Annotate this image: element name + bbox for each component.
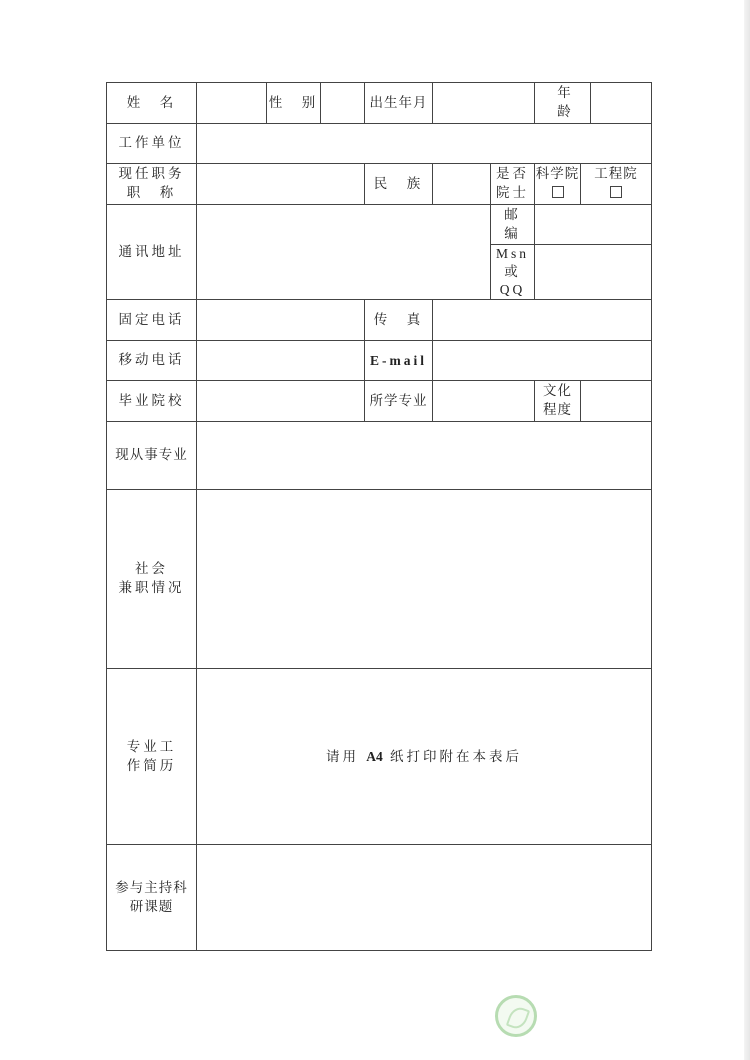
social-label [107,490,197,669]
resume-label-line1: 专业工 [126,738,177,755]
cas-checkbox[interactable] [552,186,564,198]
age-field[interactable] [591,83,652,124]
age-label: 年 龄 [535,83,591,124]
position-field[interactable] [197,164,365,205]
position-label-line2: 职 称 [126,185,177,201]
row-mobile [107,341,652,381]
msn-field[interactable] [535,245,652,300]
resume-note-suffix: 纸打印附在本表后 [390,748,523,765]
projects-label-line1: 参与主持科 [115,879,188,896]
email-field[interactable] [433,341,652,381]
row-social [107,490,652,669]
mobile-field[interactable] [197,341,365,381]
cae-label: 工程院 [594,165,638,182]
phone-label: 固定电话 [107,300,197,341]
major-field[interactable] [433,381,535,422]
position-label-line1: 现任职务 [118,166,185,182]
row-basic-info [107,83,652,124]
row-projects [107,845,652,951]
education-label-line2: 程度 [543,402,572,418]
projects-label [107,845,197,951]
school-field[interactable] [197,381,365,422]
academician-label-line2: 院士 [496,185,529,201]
social-field[interactable] [197,490,652,669]
ethnicity-field[interactable] [433,164,491,205]
resume-note-bold: A4 [366,748,383,764]
major-label: 所学专业 [365,381,433,422]
row-resume [107,669,652,845]
projects-label-line2: 研课题 [129,898,174,915]
academician-label-line1: 是否 [496,166,529,182]
position-label [107,164,197,205]
cae-checkbox[interactable] [610,186,622,198]
fax-label: 传 真 [365,300,433,341]
row-phone [107,300,652,341]
current-field-field[interactable] [197,422,652,490]
birth-field[interactable] [433,83,535,124]
leaf-circle-icon [495,995,537,1037]
mobile-label: 移动电话 [107,341,197,381]
name-field[interactable] [197,83,267,124]
row-current-field [107,422,652,490]
email-label: E-mail [365,341,433,381]
social-label-line2: 兼职情况 [118,580,185,596]
registration-form-table [106,82,652,951]
projects-field[interactable] [197,845,652,951]
postcode-field[interactable] [535,205,652,245]
page-edge [744,0,750,1060]
cas-label: 科学院 [535,165,580,182]
address-field[interactable] [197,205,491,300]
row-position [107,164,652,205]
cas-option [535,164,581,205]
msn-label-line1: Msn [495,246,529,261]
gender-field[interactable] [321,83,365,124]
resume-field[interactable] [197,669,652,845]
msn-label-line2: 或 QQ [499,264,526,297]
education-field[interactable] [581,381,652,422]
current-field-label: 现从事专业 [107,422,197,490]
row-address-top [107,205,652,245]
education-label [535,381,581,422]
postcode-label: 邮 编 [491,205,535,245]
academician-label [491,164,535,205]
work-unit-label: 工作单位 [107,124,197,164]
resume-label-line2: 作简历 [126,757,177,774]
resume-note-prefix: 请用 [325,748,359,765]
row-school [107,381,652,422]
work-unit-field[interactable] [197,124,652,164]
resume-label [107,669,197,845]
name-label: 姓 名 [107,83,197,124]
fax-field[interactable] [433,300,652,341]
msn-label [491,245,535,300]
cae-option [581,164,652,205]
row-work-unit [107,124,652,164]
education-label-line1: 文化 [543,383,572,399]
social-label-line1: 社会 [135,561,168,577]
gender-label: 性 别 [267,83,321,124]
school-label: 毕业院校 [107,381,197,422]
phone-field[interactable] [197,300,365,341]
ethnicity-label: 民 族 [365,164,433,205]
address-label: 通讯地址 [107,205,197,300]
birth-label: 出生年月 [365,83,433,124]
